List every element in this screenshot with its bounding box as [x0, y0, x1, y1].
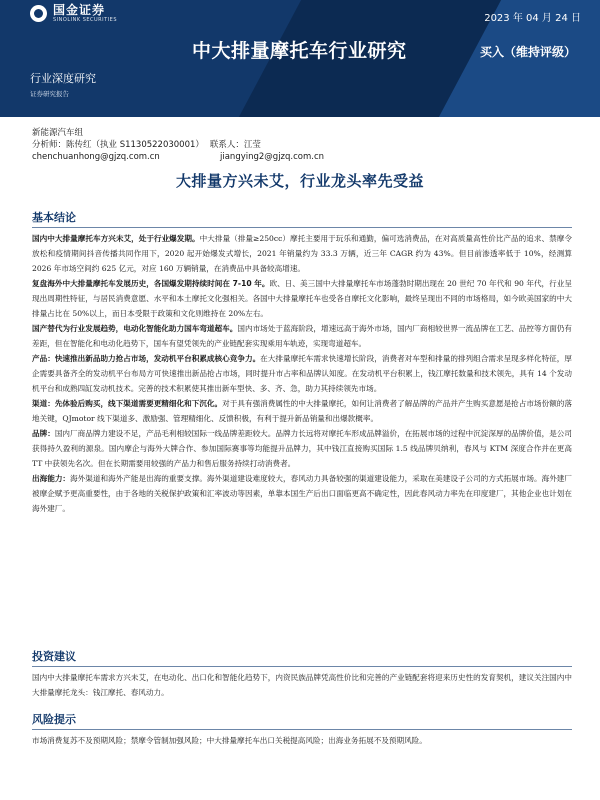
brand-name: 国金证券 [53, 3, 106, 17]
paragraph-text: 对于具有强消费属性的中大排量摩托，如何让消费者了解品牌的产品并产生购买意愿是抢占市场份额的落地关键，QJmotor 线下渠道多、激励强、管理精细化、反馈积极，有利于提升新品销量和出爆款概率。 [32, 399, 573, 423]
paragraph [32, 321, 572, 351]
paragraph-lead: 品牌： [32, 429, 55, 438]
paragraph-lead: 渠道：先体验后购买，线下渠道需要更精细化和下沉化。 [32, 399, 223, 408]
paragraph-text: 在大排量摩托车需求快速增长阶段，消费者对车型和排量的排列组合需求呈现多样化特征，厚企需要具备齐全的发动机平台布局方可快速推出新品抢占市场，同时提升市占率和品牌认知度。在发动机平台积累上，钱江摩托数量和技术领先，具有 14 个发动机平台和成熟四缸发动机技术。完善的技术积累使其推出新车型快、多、齐、急，助力其持续领先市场。 [32, 354, 572, 393]
paragraph [32, 351, 572, 396]
section-basic-conclusion [32, 211, 572, 516]
paragraph-text: 国内厂商品牌力建设不足，产品毛利相较国际一线品牌差距较大。品牌力长远将对摩托车形成品牌溢价，在拓展市场的过程中沉淀深厚的品牌价值，是公司获得持久盈利的源泉。国内摩企与海外大牌合作、参加国际赛事等均能提升品牌力，其中钱江直接购买国际 1.5 线品牌贝纳利，春风与 KTM 深度合作并在更高 TT 中获领先名次。但在长期需要用较强的产品力和售后服务持续打动消费者。 [32, 429, 573, 468]
report-category: 行业深度研究 [30, 72, 96, 85]
section-title: 投资建议 [32, 650, 572, 667]
brand-logo [30, 4, 117, 23]
paragraph [32, 276, 572, 321]
paragraph-text: 国内市场处于蓝海阶段，增速远高于海外市场，国内厂商相较世界一流品牌在工艺、品控等方面仍有差距，但在智能化和电动化趋势下，国车有望凭领先的产业链配套实现乘用车轨迹，实现弯道超车。 [32, 324, 572, 348]
paragraph-lead: 国产替代为行业发展趋势，电动化智能化助力国车弯道超车。 [32, 324, 238, 333]
analyst-email: chenchuanhong@gjzq.com.cn [32, 152, 160, 162]
paragraph-lead: 产品：快速推出新品助力抢占市场，发动机平台积累成核心竞争力。 [32, 354, 261, 363]
section-investment-advice [32, 650, 572, 700]
paragraph-text: 市场消费复苏不及预期风险；禁摩令管制加强风险；中大排量摩托车出口关税提高风险；出海业务拓展不及预期风险。 [32, 736, 427, 745]
paragraph-text: 欧、日、美三国中大排量摩托车市场蓬勃时期出现在 20 世纪 70 年代和 90 年代，行业呈现出周期性特征，与居民消费意愿、水平和本土摩托文化强相关。各国中大排量摩托车也受各自摩托文化影响，最终呈现出不同的市场格局，如今欧美国家的中大排量占比在 50%以上，而日本受限于政策和文化则维持在 20%左右。 [32, 279, 572, 318]
paragraph-text: 国内中大排量摩托车需求方兴未艾，在电动化、出口化和智能化趋势下，内资民族品牌凭高性价比和完善的产业链配套将迎来历史性的发育契机，建议关注国内中大排量摩托龙头：钱江摩托、春风动力。 [32, 673, 572, 697]
paragraph-lead: 出海能力： [32, 474, 71, 483]
section-title: 基本结论 [32, 211, 572, 228]
paragraph-text: 中大排量（排量≥250cc）摩托主要用于玩乐和通勤，偏可选消费品，在对高质量高性价比产品的追求、禁摩令放松和疫情期间抖音传播共同作用下，2020 起开始爆发式增长，2021 年销量约为 33.3 万辆，近三年 CAGR 约为 43%。但目前渗透率低于 10%，经测算 2026 年市场空间约 625 亿元，对应 160 万辆销量，在消费品中具备较高增速。 [32, 234, 572, 273]
research-group: 新能源汽车组 [32, 128, 84, 138]
analyst-info [32, 127, 572, 163]
report-headline: 大排量方兴未艾，行业龙头率先受益 [175, 172, 424, 190]
paragraph [32, 471, 572, 516]
paragraph [32, 231, 572, 276]
paragraph-lead: 复盘海外中大排量摩托车发展历史，各国爆发期持续时间在 7-10 年。 [32, 279, 270, 288]
paragraph-text: 海外渠道和海外产能是出海的重要支撑。海外渠道建设难度较大，春风动力具备较强的渠道建设能力，采取在美建设子公司的方式拓展市场。海外建厂被摩企赋予更高重要性，由于各地的关税保护政策和汇率波动等因素，单靠本国生产后出口面临更高不确定性，因此春风动力率先在印度建厂，其他企业也计划在海外建厂。 [32, 474, 572, 513]
brand-subtitle: SINOLINK SECURITIES [53, 17, 117, 23]
paragraph-lead: 国内中大排量摩托车方兴未艾，处于行业爆发期。 [32, 234, 200, 243]
section-title: 风险提示 [32, 713, 572, 730]
report-date: 2023 年 04 月 24 日 [484, 13, 581, 24]
report-subcategory: 证券研究报告 [30, 90, 69, 98]
paragraph [32, 426, 572, 471]
report-title: 中大排量摩托车行业研究 [192, 40, 407, 62]
header-banner [0, 0, 600, 117]
section-risk-warning [32, 713, 572, 748]
paragraph [32, 396, 572, 426]
contact-email: jiangying2@gjzq.com.cn [220, 152, 325, 162]
analyst-name: 分析师：陈传红（执业 S1130522030001） [32, 140, 204, 150]
rating-label: 买入（维持评级） [480, 45, 577, 59]
contact-name: 联系人：江莹 [209, 140, 261, 150]
logo-circle-icon [30, 5, 47, 22]
